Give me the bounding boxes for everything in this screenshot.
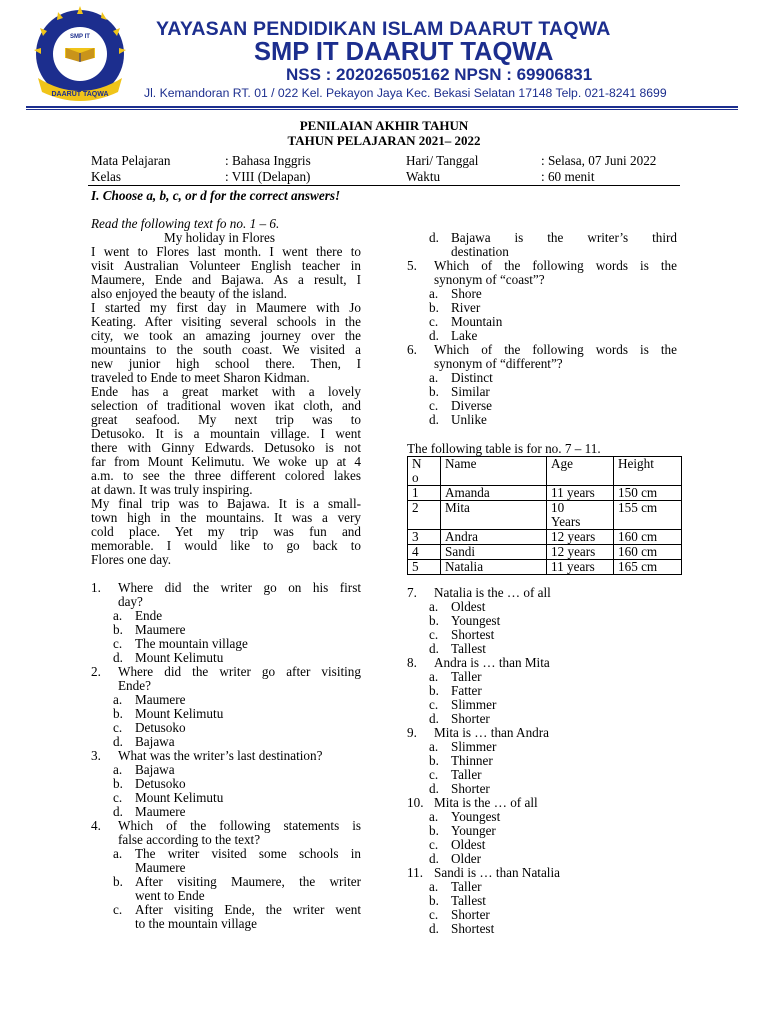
option-letter: b. xyxy=(113,776,123,791)
option-letter: d. xyxy=(429,781,439,796)
question-number: 11. xyxy=(407,865,423,880)
option-text: Shortest xyxy=(451,627,495,642)
instruction: I. Choose a, b, c, or d for the correct answers! xyxy=(91,188,341,203)
header-name: Name xyxy=(441,457,547,486)
option-text: Oldest xyxy=(451,599,486,614)
option-text: Slimmer xyxy=(451,697,497,712)
question-text: Mita is the … of all xyxy=(434,795,538,810)
passage-line: cold place. Yet my trip was fun and xyxy=(91,524,361,539)
option-letter: b. xyxy=(429,823,439,838)
option-letter: a. xyxy=(429,739,439,754)
passage-line: I started my first day in Maumere with Jo xyxy=(91,300,361,315)
school-logo xyxy=(28,4,132,108)
option-letter: b. xyxy=(429,613,439,628)
question-number: 6. xyxy=(407,342,417,357)
option-text: Distinct xyxy=(451,370,493,385)
option-text: Youngest xyxy=(451,613,501,628)
option-text: After visiting Ende, the writer went xyxy=(135,902,361,917)
svg-text:SMP IT: SMP IT xyxy=(70,34,90,40)
option-letter: d. xyxy=(429,641,439,656)
table-caption: The following table is for no. 7 – 11. xyxy=(407,441,601,456)
question-number: 10. xyxy=(407,795,424,810)
option-text: Shorter xyxy=(451,711,490,726)
option-text: destination xyxy=(451,244,509,259)
question-text: synonym of “different”? xyxy=(434,356,563,371)
time-value: : 60 menit xyxy=(541,169,595,184)
passage-line: Keating. After visiting several schools in the xyxy=(91,314,361,329)
option-text: Mount Kelimutu xyxy=(135,706,224,721)
option-text: Slimmer xyxy=(451,739,497,754)
passage-line: mountains to the south coast. We visited a xyxy=(91,342,361,357)
option-letter: d. xyxy=(113,650,123,665)
option-letter: a. xyxy=(113,846,123,861)
option-letter: d. xyxy=(429,328,439,343)
option-text: Taller xyxy=(451,879,482,894)
option-text: Unlike xyxy=(451,412,487,427)
option-text: Youngest xyxy=(451,809,501,824)
option-letter: b. xyxy=(429,893,439,908)
school-name: SMP IT DAARUT TAQWA xyxy=(254,38,554,66)
date-value: : Selasa, 07 Juni 2022 xyxy=(541,153,657,168)
option-text: Similar xyxy=(451,384,490,399)
option-letter: a. xyxy=(113,692,123,707)
passage-line: also enjoyed the beauty of the island. xyxy=(91,286,287,301)
option-text: Lake xyxy=(451,328,478,343)
question-text: Ende? xyxy=(118,678,151,693)
table-row: 5 Natalia 11 years 165 cm xyxy=(408,560,682,575)
question-text: Sandi is … than Natalia xyxy=(434,865,560,880)
question-number: 3. xyxy=(91,748,101,763)
passage-line: selection of traditional woven ikat cloth, and xyxy=(91,398,361,413)
option-text: Detusoko xyxy=(135,720,186,735)
passage-line: new junior high school there. Then, I xyxy=(91,356,361,371)
question-text: Where did the writer go on his first xyxy=(118,580,361,595)
exam-year: TAHUN PELAJARAN 2021– 2022 xyxy=(287,133,481,148)
option-text: Maumere xyxy=(135,622,186,637)
option-letter: c. xyxy=(429,398,439,413)
question-text: synonym of “coast”? xyxy=(434,272,545,287)
option-letter: b. xyxy=(429,384,439,399)
passage-line: a.m. to see the three different colored lakes xyxy=(91,468,361,483)
option-letter: b. xyxy=(429,300,439,315)
table-row: 4 Sandi 12 years 160 cm xyxy=(408,545,682,560)
option-letter: a. xyxy=(429,599,439,614)
class-value: : VIII (Delapan) xyxy=(225,169,311,184)
option-text: Bajawa xyxy=(135,734,175,749)
letterhead xyxy=(0,0,768,112)
option-letter: b. xyxy=(429,753,439,768)
passage-line: traveled to Ende to meet Sharon Kidman. xyxy=(91,370,310,385)
option-text: Bajawa is the writer’s third xyxy=(451,230,677,245)
option-text: Taller xyxy=(451,669,482,684)
school-address: Jl. Kemandoran RT. 01 / 022 Kel. Pekayon Jaya Kec. Bekasi Selatan 17148 Telp. 021-8241 8699 xyxy=(144,86,667,100)
question-text: Which of the following words is the xyxy=(434,342,677,357)
question-text: Andra is … than Mita xyxy=(434,655,550,670)
option-text: The writer visited some schools in xyxy=(135,846,361,861)
option-letter: c. xyxy=(429,314,439,329)
question-text: Mita is … than Andra xyxy=(434,725,550,740)
option-letter: c. xyxy=(429,627,439,642)
question-text: Natalia is the … of all xyxy=(434,585,551,600)
option-text: Tallest xyxy=(451,893,486,908)
question-text: false according to the text? xyxy=(118,832,261,847)
option-letter: d. xyxy=(429,851,439,866)
passage-line: Flores one day. xyxy=(91,552,172,567)
option-text: River xyxy=(451,300,481,315)
option-text: to the mountain village xyxy=(135,916,257,931)
option-letter: c. xyxy=(113,902,123,917)
exam-title: PENILAIAN AKHIR TAHUN xyxy=(299,118,469,133)
table-header-row xyxy=(408,457,682,486)
header-age: Age xyxy=(547,457,614,486)
passage-line: great seafood. My next trip was to xyxy=(91,412,361,427)
option-letter: c. xyxy=(113,720,123,735)
option-text: Detusoko xyxy=(135,776,186,791)
passage-line: city, we took an amazing journey over the xyxy=(91,328,361,343)
option-letter: a. xyxy=(429,879,439,894)
svg-text:DAARUT TAQWA: DAARUT TAQWA xyxy=(51,91,109,98)
option-letter: a. xyxy=(113,608,123,623)
option-text: Taller xyxy=(451,767,482,782)
question-text: Which of the following statements is xyxy=(118,818,361,833)
option-letter: d. xyxy=(429,711,439,726)
school-ids: NSS : 202026505162 NPSN : 69906831 xyxy=(286,65,593,84)
option-letter: b. xyxy=(113,874,123,889)
students-table xyxy=(407,456,682,575)
option-letter: c. xyxy=(429,767,439,782)
passage-line: I went to Flores last month. I went there to xyxy=(91,244,361,259)
option-text: Shorter xyxy=(451,907,490,922)
subject-value: : Bahasa Inggris xyxy=(225,153,311,168)
question-number: 1. xyxy=(91,580,101,595)
table-row: 2 Mita 10 Years 155 cm xyxy=(408,501,682,530)
option-text: Maumere xyxy=(135,692,186,707)
question-number: 8. xyxy=(407,655,417,670)
question-text: What was the writer’s last destination? xyxy=(118,748,323,763)
option-letter: b. xyxy=(113,622,123,637)
passage-line: Ende has a great market with a lovely xyxy=(91,384,361,399)
option-text: Shore xyxy=(451,286,482,301)
question-number: 7. xyxy=(407,585,417,600)
passage-line: Detusoko. It is a mountain village. I went xyxy=(91,426,361,441)
table-row: 1 Amanda 11 years 150 cm xyxy=(408,486,682,501)
option-text: Mount Kelimutu xyxy=(135,650,224,665)
option-text: Mountain xyxy=(451,314,503,329)
option-letter: c. xyxy=(429,837,439,852)
option-text: Older xyxy=(451,851,482,866)
option-text: Tallest xyxy=(451,641,486,656)
passage-line: far from Mount Kelimutu. We woke up at 4 xyxy=(91,454,361,469)
option-text: went to Ende xyxy=(135,888,205,903)
passage-line: My final trip was to Bajawa. It is a small- xyxy=(91,496,361,511)
reading-intro: Read the following text fo no. 1 – 6. xyxy=(91,216,280,231)
option-text: Bajawa xyxy=(135,762,175,777)
reading-title: My holiday in Flores xyxy=(164,230,275,245)
option-text: Maumere xyxy=(135,860,186,875)
class-label: Kelas xyxy=(91,169,122,184)
option-text: Oldest xyxy=(451,837,486,852)
option-letter: d. xyxy=(113,804,123,819)
question-text: Which of the following words is the xyxy=(434,258,677,273)
option-letter: a. xyxy=(113,762,123,777)
passage-line: there with Ginny Edwards. Detusoko is not xyxy=(91,440,361,455)
option-letter: a. xyxy=(429,286,439,301)
option-letter: a. xyxy=(429,370,439,385)
header-height: Height xyxy=(614,457,682,486)
passage-line: Maumere, Ende and Bajawa. As a result, I xyxy=(91,272,361,287)
meta-divider xyxy=(88,185,680,186)
time-label: Waktu xyxy=(406,169,441,184)
option-text: Mount Kelimutu xyxy=(135,790,224,805)
option-text: Diverse xyxy=(451,398,493,413)
question-text: day? xyxy=(118,594,143,609)
option-text: Shorter xyxy=(451,781,490,796)
option-text: Maumere xyxy=(135,804,186,819)
option-letter: c. xyxy=(429,907,439,922)
option-letter: c. xyxy=(113,790,123,805)
option-text: Thinner xyxy=(451,753,493,768)
option-text: After visiting Maumere, the writer xyxy=(135,874,361,889)
option-letter: a. xyxy=(429,669,439,684)
question-number: 5. xyxy=(407,258,417,273)
passage-line: visit Australian Volunteer English teacher in xyxy=(91,258,361,273)
option-letter: c. xyxy=(429,697,439,712)
option-text: Fatter xyxy=(451,683,482,698)
question-text: Where did the writer go after visiting xyxy=(118,664,361,679)
option-letter: a. xyxy=(429,809,439,824)
subject-label: Mata Pelajaran xyxy=(91,153,171,168)
option-letter: d. xyxy=(113,734,123,749)
header-no: N o xyxy=(408,457,441,486)
passage-line: at dawn. It was truly inspiring. xyxy=(91,482,253,497)
question-number: 9. xyxy=(407,725,417,740)
option-text: Shortest xyxy=(451,921,495,936)
date-label: Hari/ Tanggal xyxy=(406,153,479,168)
option-letter: d. xyxy=(429,412,439,427)
option-text: The mountain village xyxy=(135,636,248,651)
option-letter: b. xyxy=(113,706,123,721)
foundation-name: YAYASAN PENDIDIKAN ISLAM DAARUT TAQWA xyxy=(156,18,611,40)
passage-line: town high in the mountains. It was a very xyxy=(91,510,361,525)
question-number: 2. xyxy=(91,664,101,679)
option-letter: d. xyxy=(429,921,439,936)
question-number: 4. xyxy=(91,818,101,833)
header-rule-thin xyxy=(26,109,738,110)
option-text: Ende xyxy=(135,608,163,623)
option-letter: b. xyxy=(429,683,439,698)
option-letter: c. xyxy=(113,636,123,651)
passage-line: memorable. I would like to go back to xyxy=(91,538,361,553)
header-rule xyxy=(26,106,738,108)
table-row: 3 Andra 12 years 160 cm xyxy=(408,530,682,545)
option-letter: d. xyxy=(429,230,439,245)
option-text: Younger xyxy=(451,823,496,838)
